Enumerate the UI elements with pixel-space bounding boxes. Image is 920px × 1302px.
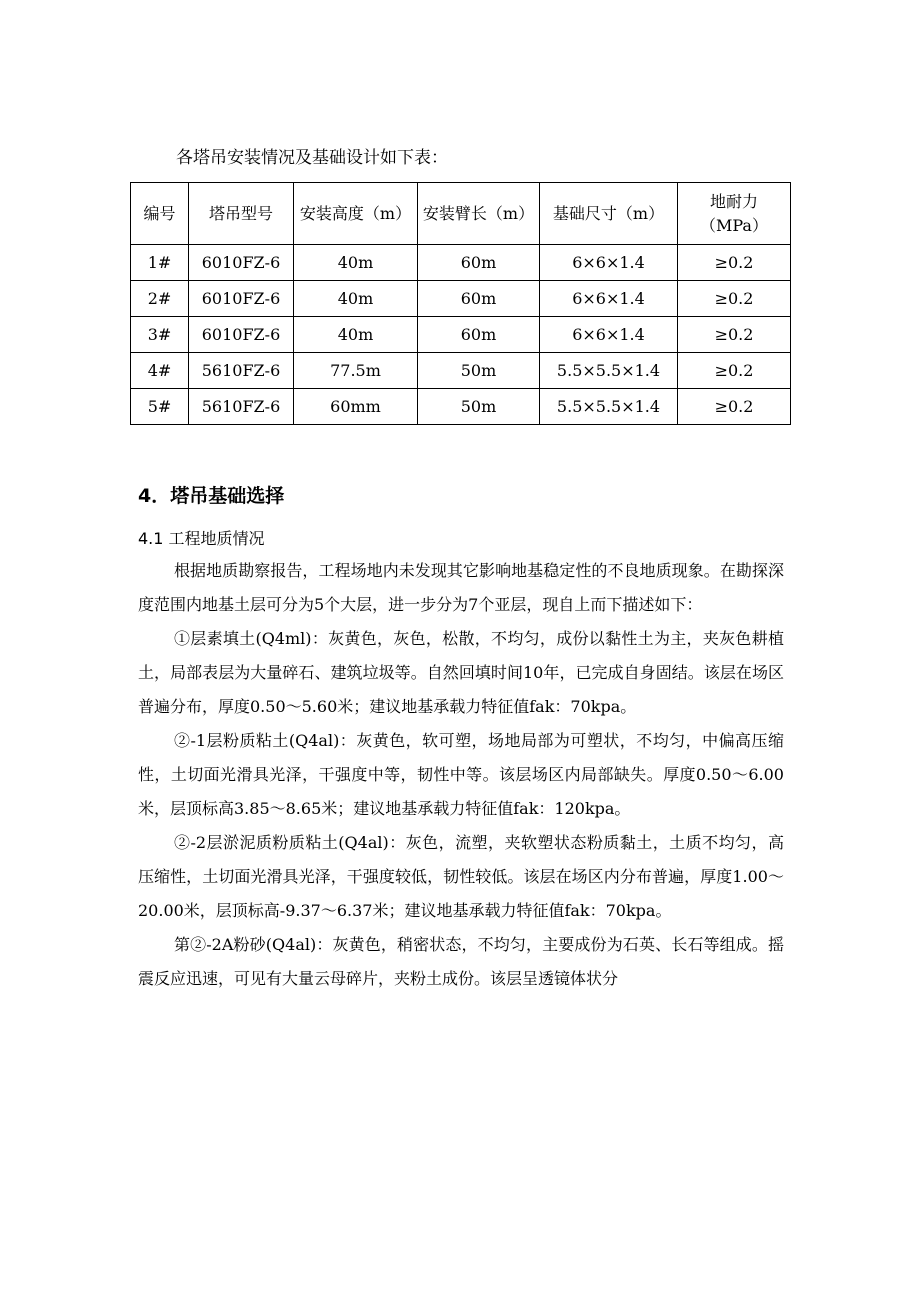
cell-model: 5610FZ-6 bbox=[189, 353, 294, 389]
cell-model: 6010FZ-6 bbox=[189, 281, 294, 317]
header-bearing-capacity: 地耐力 （MPa） bbox=[678, 183, 791, 245]
cell-model: 6010FZ-6 bbox=[189, 317, 294, 353]
cell-bearing-capacity: ≥0.2 bbox=[678, 353, 791, 389]
subsection-heading: 4.1 工程地质情况 bbox=[138, 529, 265, 548]
cell-foundation-size: 6×6×1.4 bbox=[540, 317, 678, 353]
cell-install-height: 40m bbox=[294, 317, 418, 353]
paragraph: ①层素填土(Q4ml)：灰黄色，灰色，松散，不均匀，成份以黏性土为主，夹灰色耕植土，局部表层为大量碎石、建筑垃圾等。自然回填时间10年，已完成自身固结。该层在场区普遍分布，厚度0.50～5.60米；建议地基承载力特征值fak：70kpa。 bbox=[138, 629, 784, 716]
cell-model: 6010FZ-6 bbox=[189, 245, 294, 281]
cell-number: 5# bbox=[131, 389, 189, 425]
cell-bearing-capacity: ≥0.2 bbox=[678, 245, 791, 281]
cell-number: 2# bbox=[131, 281, 189, 317]
table-row bbox=[131, 317, 791, 353]
cell-bearing-capacity: ≥0.2 bbox=[678, 389, 791, 425]
cell-arm-length: 60m bbox=[418, 245, 540, 281]
cell-number: 1# bbox=[131, 245, 189, 281]
paragraph: ②-2层淤泥质粉质粘土(Q4al)：灰色，流塑，夹软塑状态粉质黏土，土质不均匀，高压缩性，土切面光滑具光泽，干强度较低，韧性较低。该层在场区内分布普遍，厚度1.00～20.00米，层顶标高-9.37～6.37米；建议地基承载力特征值fak：70kpa。 bbox=[138, 833, 784, 920]
header-arm-length: 安装臂长（m） bbox=[418, 183, 540, 245]
table-header-row bbox=[131, 183, 791, 245]
cell-install-height: 40m bbox=[294, 281, 418, 317]
paragraph: 根据地质勘察报告，工程场地内未发现其它影响地基稳定性的不良地质现象。在勘探深度范围内地基土层可分为5个大层，进一步分为7个亚层，现自上而下描述如下： bbox=[138, 561, 784, 614]
cell-number: 3# bbox=[131, 317, 189, 353]
cell-install-height: 60mm bbox=[294, 389, 418, 425]
cell-model: 5610FZ-6 bbox=[189, 389, 294, 425]
cell-bearing-capacity: ≥0.2 bbox=[678, 281, 791, 317]
cell-install-height: 40m bbox=[294, 245, 418, 281]
cell-arm-length: 50m bbox=[418, 353, 540, 389]
geology-description bbox=[138, 554, 784, 996]
cell-arm-length: 60m bbox=[418, 317, 540, 353]
table-row bbox=[131, 281, 791, 317]
cell-arm-length: 50m bbox=[418, 389, 540, 425]
paragraph: 第②-2A粉砂(Q4al)：灰黄色，稍密状态，不均匀，主要成份为石英、长石等组成。摇震反应迅速，可见有大量云母碎片，夹粉土成份。该层呈透镜体状分 bbox=[138, 935, 784, 988]
cell-foundation-size: 6×6×1.4 bbox=[540, 245, 678, 281]
paragraph: ②-1层粉质粘土(Q4al)：灰黄色，软可塑，场地局部为可塑状，不均匀，中偏高压缩性，土切面光滑具光泽，干强度中等，韧性中等。该层场区内局部缺失。厚度0.50～6.00米，层顶标高3.85～8.65米；建议地基承载力特征值fak：120kpa。 bbox=[138, 731, 784, 818]
table-row bbox=[131, 245, 791, 281]
cell-arm-length: 60m bbox=[418, 281, 540, 317]
table-row bbox=[131, 353, 791, 389]
cell-foundation-size: 5.5×5.5×1.4 bbox=[540, 389, 678, 425]
header-model: 塔吊型号 bbox=[189, 183, 294, 245]
header-install-height: 安装高度（m） bbox=[294, 183, 418, 245]
cell-foundation-size: 6×6×1.4 bbox=[540, 281, 678, 317]
header-foundation-size: 基础尺寸（m） bbox=[540, 183, 678, 245]
cell-number: 4# bbox=[131, 353, 189, 389]
cell-foundation-size: 5.5×5.5×1.4 bbox=[540, 353, 678, 389]
table-row bbox=[131, 389, 791, 425]
header-number: 编号 bbox=[131, 183, 189, 245]
tower-crane-table bbox=[130, 182, 791, 425]
table-caption: 各塔吊安装情况及基础设计如下表： bbox=[176, 148, 448, 168]
section-heading: 4．塔吊基础选择 bbox=[138, 485, 285, 507]
cell-install-height: 77.5m bbox=[294, 353, 418, 389]
cell-bearing-capacity: ≥0.2 bbox=[678, 317, 791, 353]
